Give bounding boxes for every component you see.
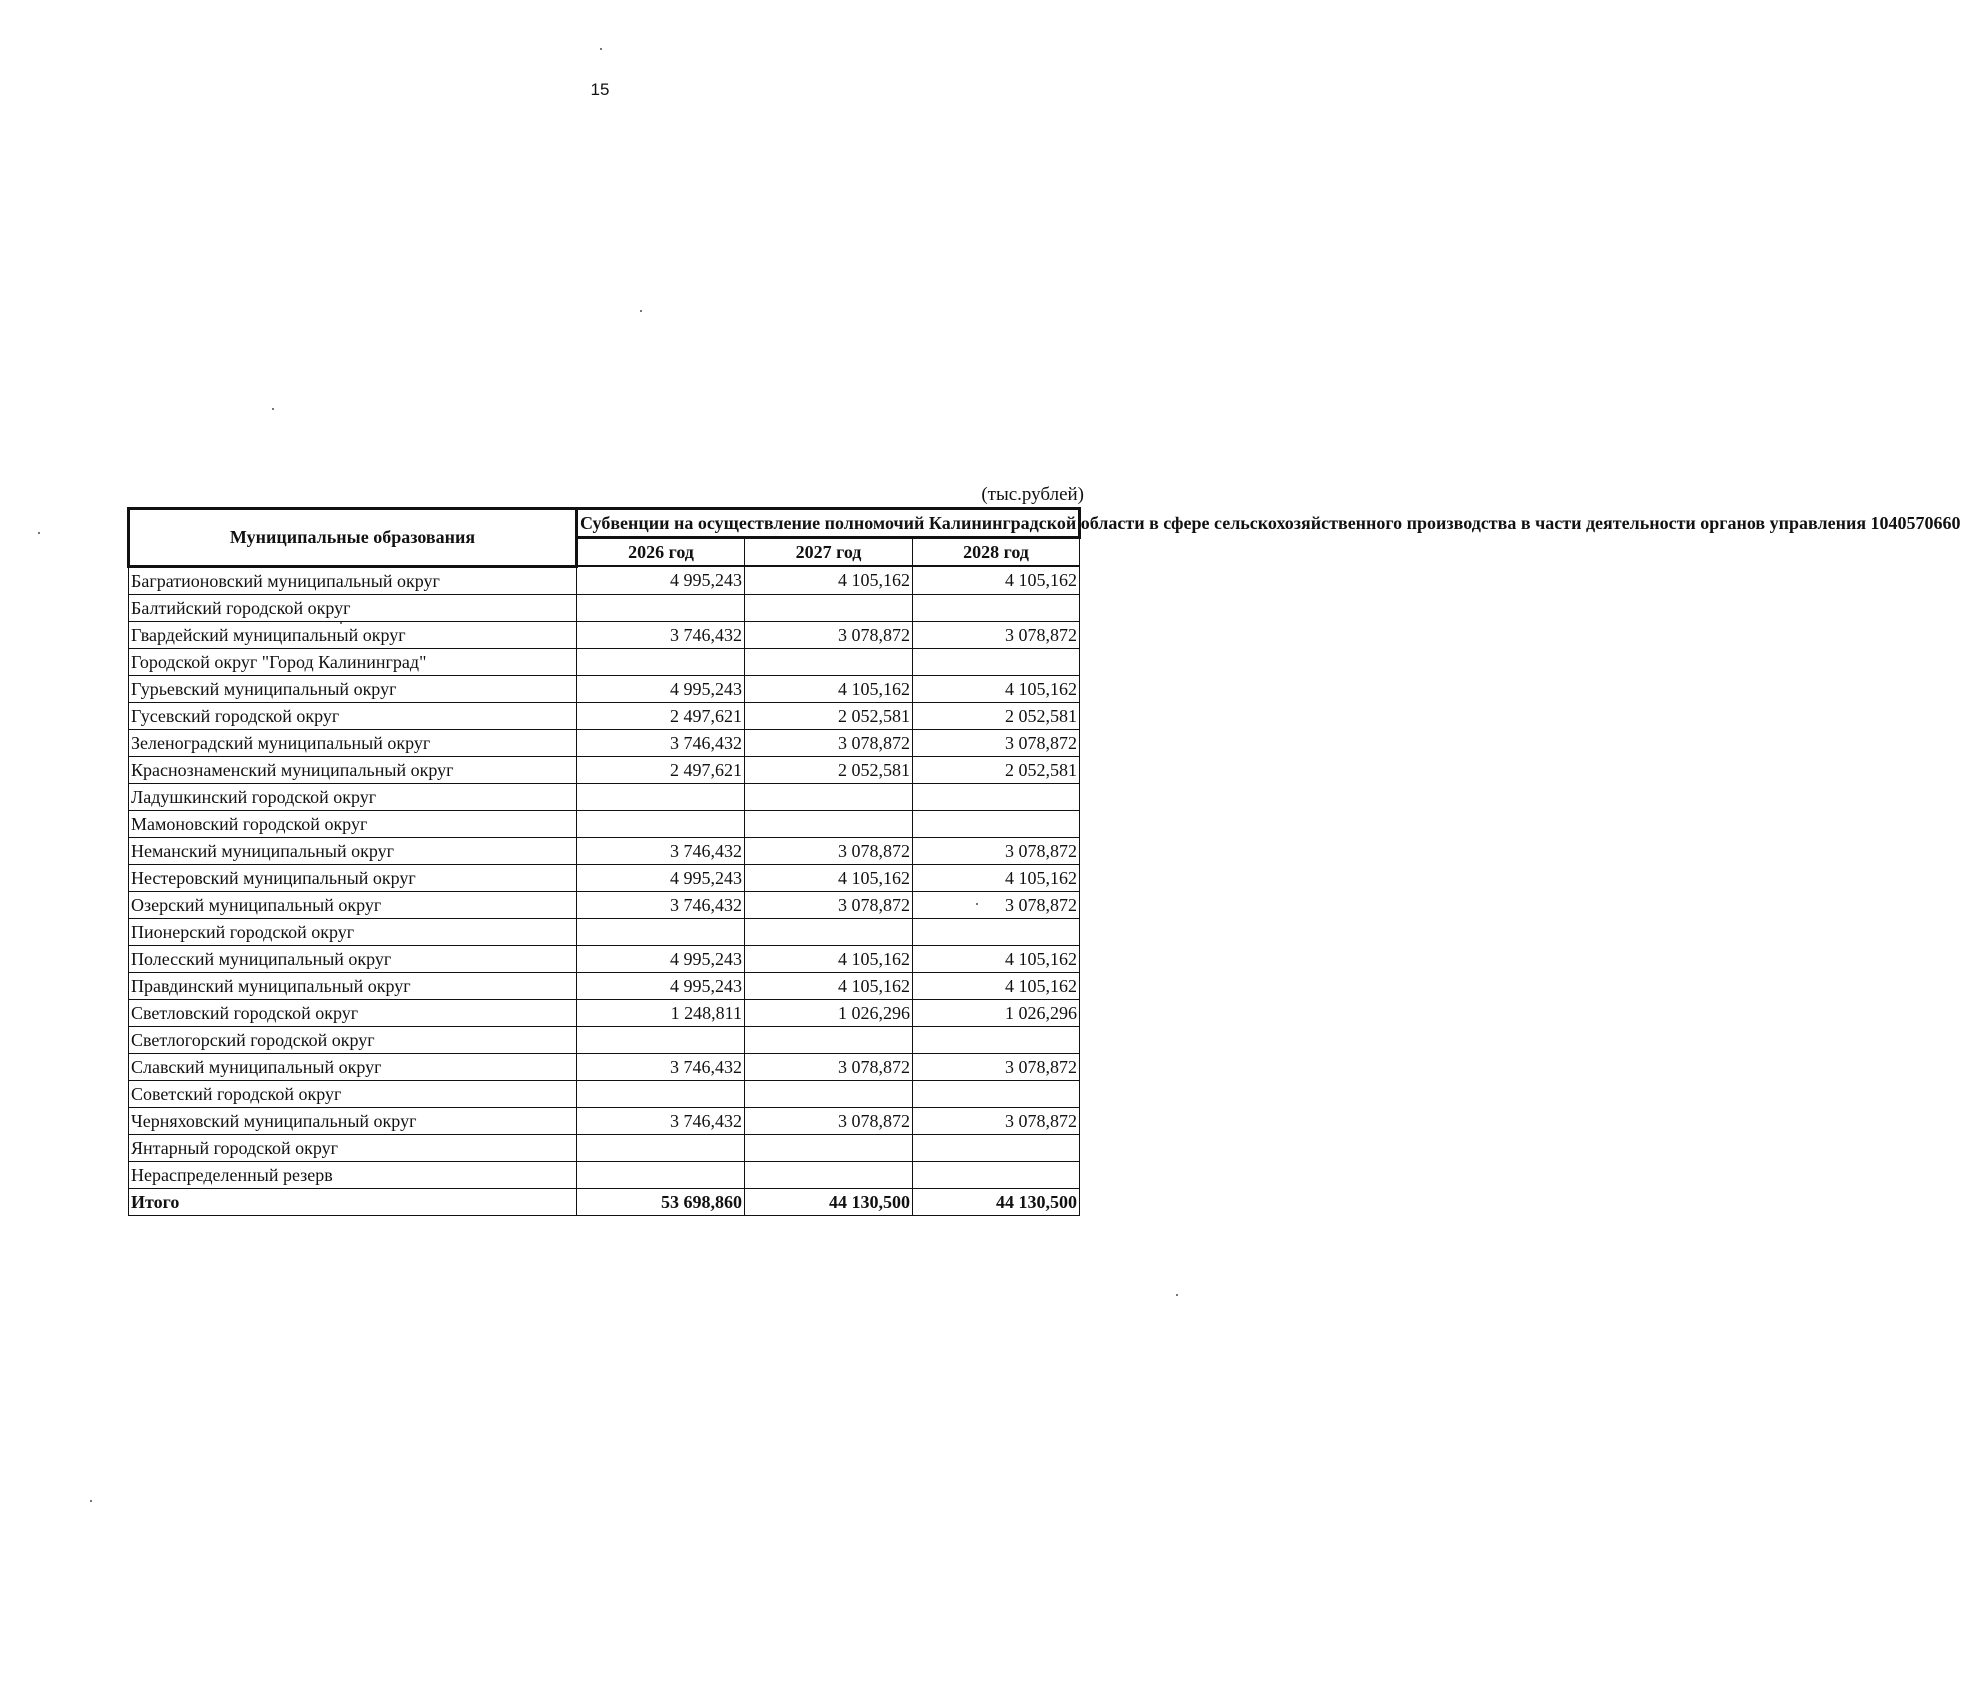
value-2026: [577, 918, 745, 945]
value-2028: 1 026,296: [913, 999, 1080, 1026]
municipality-name: Янтарный городской округ: [129, 1134, 577, 1161]
table-row: [129, 891, 1080, 918]
table-row: [129, 1026, 1080, 1053]
value-2027: 3 078,872: [745, 837, 913, 864]
scan-speck: [38, 532, 40, 534]
total-value-2028: 44 130,500: [913, 1188, 1080, 1215]
value-2026: 4 995,243: [577, 864, 745, 891]
municipality-name: Гвардейский муниципальный округ: [129, 621, 577, 648]
scan-speck: [600, 48, 602, 50]
municipality-name: Славский муниципальный округ: [129, 1053, 577, 1080]
value-2027: 4 105,162: [745, 864, 913, 891]
value-2027: [745, 1134, 913, 1161]
municipality-name: Светлогорский городской округ: [129, 1026, 577, 1053]
total-row: [129, 1188, 1080, 1215]
municipality-name: Балтийский городской округ: [129, 594, 577, 621]
value-2028: [913, 783, 1080, 810]
table-row: [129, 729, 1080, 756]
value-2028: [913, 594, 1080, 621]
value-2028: 4 105,162: [913, 675, 1080, 702]
scan-speck: [1176, 1294, 1178, 1296]
municipality-name: Черняховский муниципальный округ: [129, 1107, 577, 1134]
municipality-column-header: Муниципальные образования: [129, 509, 577, 567]
table-row: [129, 1080, 1080, 1107]
value-2027: 3 078,872: [745, 729, 913, 756]
value-2026: [577, 648, 745, 675]
table-row: [129, 1134, 1080, 1161]
value-2027: 3 078,872: [745, 1053, 913, 1080]
table-row: [129, 566, 1080, 594]
table-row: [129, 621, 1080, 648]
table-row: [129, 648, 1080, 675]
value-2027: 4 105,162: [745, 945, 913, 972]
value-2028: [913, 810, 1080, 837]
table-header-row: [129, 509, 1080, 538]
value-2026: 4 995,243: [577, 972, 745, 999]
value-2026: 2 497,621: [577, 702, 745, 729]
table-row: [129, 756, 1080, 783]
value-2028: 2 052,581: [913, 702, 1080, 729]
value-2028: 4 105,162: [913, 864, 1080, 891]
municipality-name: Гурьевский муниципальный округ: [129, 675, 577, 702]
value-2028: [913, 918, 1080, 945]
value-2028: [913, 1080, 1080, 1107]
subvention-column-header: Субвенции на осуществление полномочий Калининградской области в сфере сельскохозяйственного производства в части деятельности органов управления 1040570660: [577, 509, 1080, 538]
value-2027: [745, 648, 913, 675]
units-label: (тыс.рублей): [981, 484, 1084, 505]
value-2026: [577, 594, 745, 621]
municipality-name: Неманский муниципальный округ: [129, 837, 577, 864]
value-2027: [745, 1026, 913, 1053]
table-row: [129, 918, 1080, 945]
value-2027: 3 078,872: [745, 891, 913, 918]
value-2027: 4 105,162: [745, 566, 913, 594]
value-2027: 1 026,296: [745, 999, 913, 1026]
value-2026: 3 746,432: [577, 621, 745, 648]
table-row: [129, 972, 1080, 999]
municipality-name: Полесский муниципальный округ: [129, 945, 577, 972]
municipality-name: Пионерский городской округ: [129, 918, 577, 945]
value-2028: 3 078,872: [913, 1107, 1080, 1134]
table-row: [129, 702, 1080, 729]
total-label: Итого: [129, 1188, 577, 1215]
value-2026: 3 746,432: [577, 729, 745, 756]
value-2026: 4 995,243: [577, 945, 745, 972]
value-2028: 4 105,162: [913, 566, 1080, 594]
value-2026: 3 746,432: [577, 1053, 745, 1080]
table-row: [129, 837, 1080, 864]
table-row: [129, 864, 1080, 891]
value-2028: [913, 1134, 1080, 1161]
value-2028: [913, 648, 1080, 675]
value-2028: 4 105,162: [913, 972, 1080, 999]
value-2026: 3 746,432: [577, 837, 745, 864]
value-2026: [577, 810, 745, 837]
value-2027: [745, 594, 913, 621]
table-row: [129, 1161, 1080, 1188]
value-2026: [577, 1134, 745, 1161]
scan-speck: [340, 622, 342, 624]
value-2027: 3 078,872: [745, 1107, 913, 1134]
table-row: [129, 675, 1080, 702]
year-header-2027: 2027 год: [745, 538, 913, 567]
table-row: [129, 810, 1080, 837]
value-2027: 4 105,162: [745, 972, 913, 999]
value-2027: [745, 918, 913, 945]
municipality-name: Правдинский муниципальный округ: [129, 972, 577, 999]
value-2028: 3 078,872: [913, 891, 1080, 918]
table-row: [129, 783, 1080, 810]
page-number: 15: [590, 80, 610, 99]
value-2026: 4 995,243: [577, 566, 745, 594]
value-2028: 2 052,581: [913, 756, 1080, 783]
value-2026: [577, 1161, 745, 1188]
value-2026: [577, 1026, 745, 1053]
value-2027: 2 052,581: [745, 702, 913, 729]
scan-speck: [90, 1500, 92, 1502]
value-2028: 3 078,872: [913, 837, 1080, 864]
municipality-name: Багратионовский муниципальный округ: [129, 566, 577, 594]
total-value-2027: 44 130,500: [745, 1188, 913, 1215]
value-2026: 3 746,432: [577, 1107, 745, 1134]
value-2027: 4 105,162: [745, 675, 913, 702]
value-2028: 3 078,872: [913, 729, 1080, 756]
value-2026: 3 746,432: [577, 891, 745, 918]
table-row: [129, 1107, 1080, 1134]
value-2027: [745, 1161, 913, 1188]
table-row: [129, 945, 1080, 972]
municipality-name: Краснознаменский муниципальный округ: [129, 756, 577, 783]
municipality-name: Городской округ "Город Калининград": [129, 648, 577, 675]
value-2028: 3 078,872: [913, 621, 1080, 648]
municipality-name: Советский городской округ: [129, 1080, 577, 1107]
scan-speck: [272, 408, 274, 410]
municipality-name: Зеленоградский муниципальный округ: [129, 729, 577, 756]
year-header-2028: 2028 год: [913, 538, 1080, 567]
value-2026: 1 248,811: [577, 999, 745, 1026]
value-2027: [745, 810, 913, 837]
value-2028: [913, 1026, 1080, 1053]
municipality-name: Озерский муниципальный округ: [129, 891, 577, 918]
value-2028: [913, 1161, 1080, 1188]
year-header-2026: 2026 год: [577, 538, 745, 567]
value-2026: [577, 783, 745, 810]
scan-speck: [640, 310, 642, 312]
municipality-name: Нераспределенный резерв: [129, 1161, 577, 1188]
table-row: [129, 1053, 1080, 1080]
value-2026: 2 497,621: [577, 756, 745, 783]
table-row: [129, 594, 1080, 621]
municipality-name: Светловский городской округ: [129, 999, 577, 1026]
municipality-name: Мамоновский городской округ: [129, 810, 577, 837]
table-row: [129, 999, 1080, 1026]
scan-speck: [976, 903, 978, 905]
total-value-2026: 53 698,860: [577, 1188, 745, 1215]
value-2027: [745, 783, 913, 810]
value-2026: [577, 1080, 745, 1107]
value-2027: 2 052,581: [745, 756, 913, 783]
subventions-table: [127, 507, 1961, 1216]
value-2028: 4 105,162: [913, 945, 1080, 972]
value-2027: 3 078,872: [745, 621, 913, 648]
value-2026: 4 995,243: [577, 675, 745, 702]
municipality-name: Нестеровский муниципальный округ: [129, 864, 577, 891]
value-2028: 3 078,872: [913, 1053, 1080, 1080]
municipality-name: Гусевский городской округ: [129, 702, 577, 729]
value-2027: [745, 1080, 913, 1107]
municipality-name: Ладушкинский городской округ: [129, 783, 577, 810]
